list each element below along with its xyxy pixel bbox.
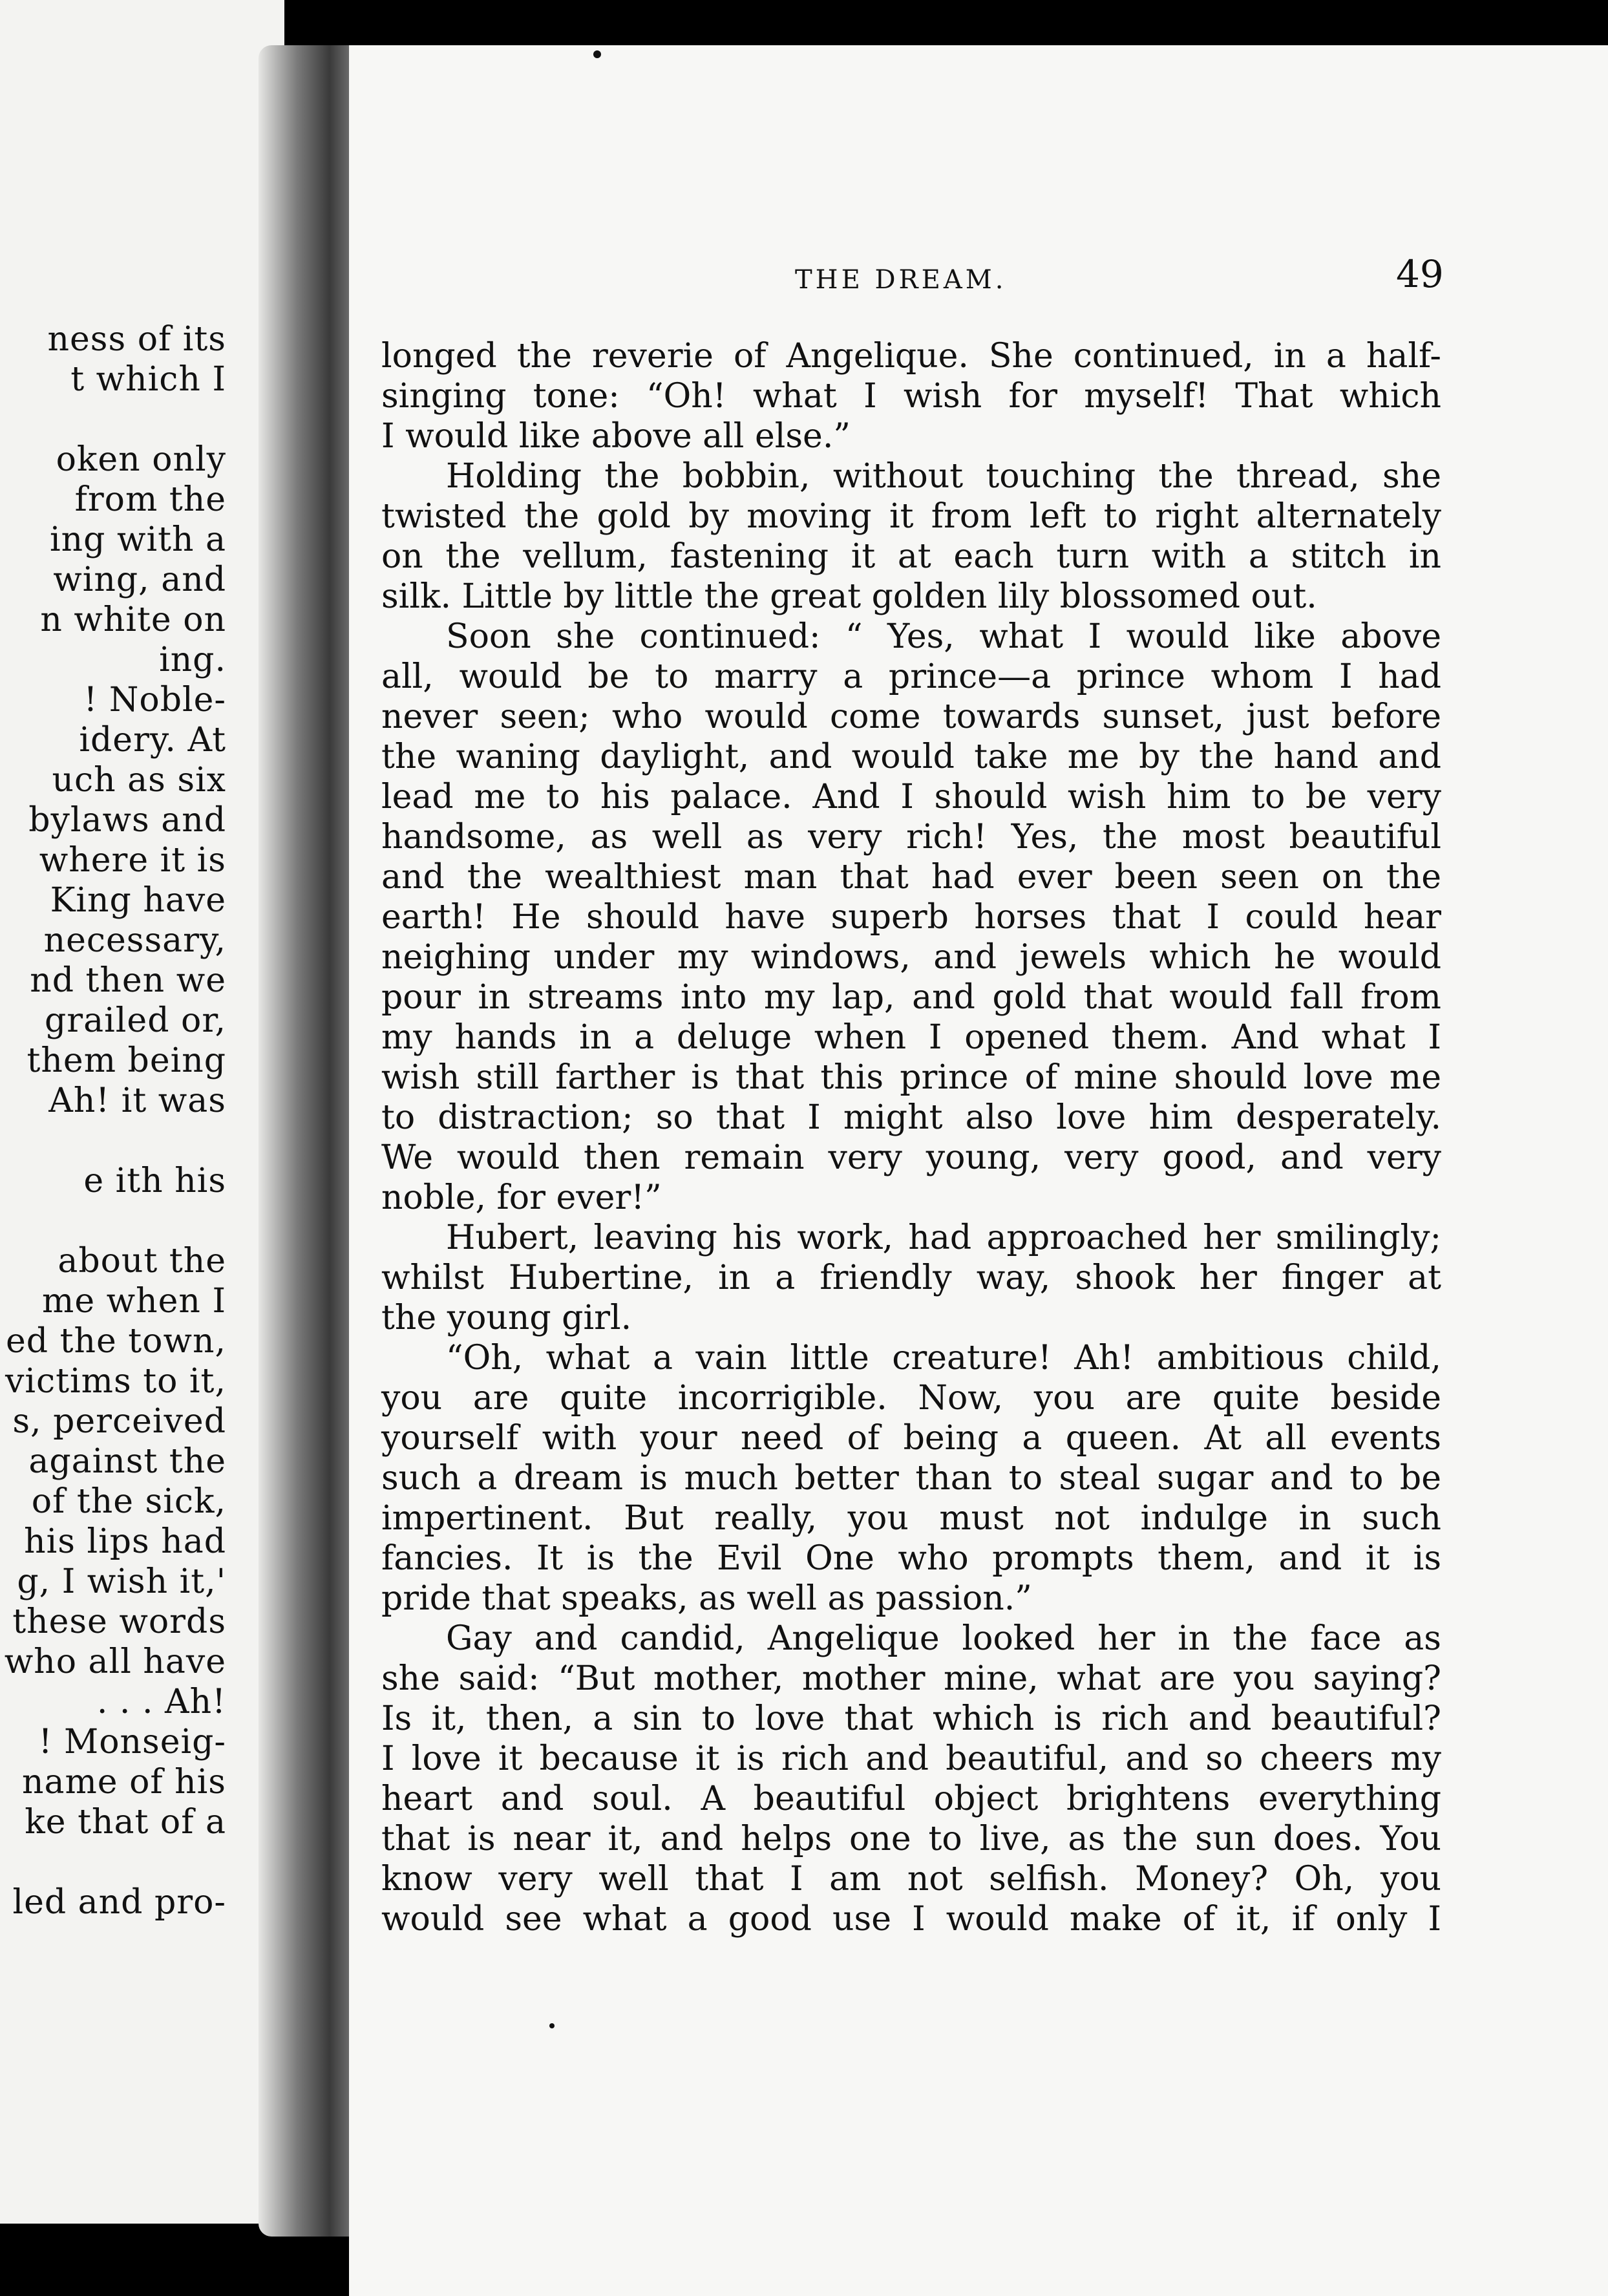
left-page-line: nd then we bbox=[30, 961, 226, 1000]
text-line: Hubert, leaving his work, had approached her smilingly; bbox=[446, 1218, 1441, 1257]
left-page bbox=[0, 0, 284, 2224]
left-page-line: ed the town, bbox=[5, 1322, 226, 1361]
text-line: noble, for ever!” bbox=[381, 1178, 662, 1217]
text-line: Is it, then, a sin to love that which is rich and beautiful? bbox=[381, 1699, 1441, 1738]
text-line: I would like above all else.” bbox=[381, 417, 851, 456]
left-page-line: ing. bbox=[159, 641, 226, 679]
text-line: my hands in a deluge when I opened them. And what I bbox=[381, 1018, 1441, 1057]
left-page-line: wing, and bbox=[53, 560, 226, 599]
left-page-line: King have bbox=[50, 881, 226, 920]
left-page-line: oken only bbox=[56, 440, 226, 479]
left-page-line: about the bbox=[58, 1242, 226, 1281]
running-head: THE DREAM. bbox=[795, 265, 1007, 295]
left-page-line: bylaws and bbox=[28, 801, 226, 840]
text-line: whilst Hubertine, in a friendly way, shook her finger at bbox=[381, 1259, 1441, 1297]
text-line: longed the reverie of Angelique. She continued, in a half- bbox=[381, 337, 1441, 376]
left-page-line: g, I wish it,' bbox=[17, 1562, 226, 1601]
left-page-line: of the sick, bbox=[31, 1482, 226, 1521]
text-line: handsome, as well as very rich! Yes, the most beautiful bbox=[381, 818, 1441, 856]
left-page-line: idery. At bbox=[79, 721, 226, 760]
text-line: she said: “But mother, mother mine, what are you saying? bbox=[381, 1659, 1441, 1698]
text-line: heart and soul. A beautiful object brightens everything bbox=[381, 1780, 1441, 1818]
text-line: the waning daylight, and would take me by the hand and bbox=[381, 738, 1441, 776]
left-page-line: ! Monseig- bbox=[38, 1723, 226, 1761]
text-line: such a dream is much better than to steal sugar and to be bbox=[381, 1459, 1441, 1498]
text-line: you are quite incorrigible. Now, you are quite beside bbox=[381, 1379, 1441, 1418]
text-line: on the vellum, fastening it at each turn with a stitch in bbox=[381, 537, 1441, 576]
text-line: I love it because it is rich and beautiful, and so cheers my bbox=[381, 1739, 1441, 1778]
text-line: never seen; who would come towards sunset, just before bbox=[381, 697, 1441, 736]
left-page-line: ing with a bbox=[50, 520, 226, 559]
left-page-line: these words bbox=[12, 1602, 226, 1641]
left-page-line: me when I bbox=[42, 1282, 226, 1321]
text-line: pride that speaks, as well as passion.” bbox=[381, 1579, 1032, 1618]
left-page-line: name of his bbox=[22, 1763, 226, 1802]
text-line: and the wealthiest man that had ever been seen on the bbox=[381, 858, 1441, 897]
text-line: impertinent. But really, you must not indulge in such bbox=[381, 1499, 1441, 1538]
text-line: pour in streams into my lap, and gold that would fall from bbox=[381, 978, 1441, 1017]
left-page-line: his lips had bbox=[24, 1522, 226, 1561]
left-page-line: e ith his bbox=[83, 1162, 226, 1200]
left-page-line: . . . Ah! bbox=[96, 1683, 226, 1721]
text-line: silk. Little by little the great golden lily blossomed out. bbox=[381, 577, 1317, 616]
left-page-line: ! Noble- bbox=[83, 681, 226, 719]
text-line: wish still farther is that this prince of mine should love me bbox=[381, 1058, 1441, 1097]
text-line: Holding the bobbin, without touching the thread, she bbox=[446, 457, 1441, 496]
left-page-line: them being bbox=[26, 1041, 226, 1080]
left-page-line: ke that of a bbox=[25, 1803, 226, 1842]
text-line: the young girl. bbox=[381, 1299, 632, 1337]
text-line: Gay and candid, Angelique looked her in the face as bbox=[446, 1619, 1441, 1658]
text-line: fancies. It is the Evil One who prompts them, and it is bbox=[381, 1539, 1441, 1578]
speck-mark bbox=[593, 50, 601, 58]
speck-mark bbox=[549, 2023, 555, 2028]
left-page-line: where it is bbox=[39, 841, 226, 880]
page-number: 49 bbox=[1396, 252, 1444, 296]
text-line: know very well that I am not selfish. Money? Oh, you bbox=[381, 1860, 1441, 1898]
left-page-line: ness of its bbox=[47, 320, 226, 359]
left-page-line: s, perceived bbox=[12, 1402, 226, 1441]
text-line: Soon she continued: “ Yes, what I would like above bbox=[446, 617, 1441, 656]
text-line: twisted the gold by moving it from left to right alternately bbox=[381, 497, 1441, 536]
text-line: lead me to his palace. And I should wish him to be very bbox=[381, 778, 1441, 816]
right-page bbox=[349, 45, 1608, 2296]
left-page-line: grailed or, bbox=[45, 1001, 226, 1040]
text-line: all, would be to marry a prince—a prince whom I had bbox=[381, 657, 1441, 696]
left-page-line: victims to it, bbox=[5, 1362, 226, 1401]
text-line: would see what a good use I would make of it, if only I bbox=[381, 1900, 1441, 1939]
text-line: to distraction; so that I might also love him desperately. bbox=[381, 1098, 1441, 1137]
left-page-line: uch as six bbox=[52, 761, 226, 800]
text-line: neighing under my windows, and jewels which he would bbox=[381, 938, 1441, 977]
left-page-line: necessary, bbox=[43, 921, 226, 960]
left-page-line: from the bbox=[74, 480, 226, 519]
left-page-line: n white on bbox=[40, 601, 226, 639]
left-page-line: t which I bbox=[70, 360, 226, 399]
text-line: earth! He should have superb horses that I could hear bbox=[381, 898, 1441, 937]
text-line: yourself with your need of being a queen. At all events bbox=[381, 1419, 1441, 1458]
text-line: We would then remain very young, very good, and very bbox=[381, 1138, 1441, 1177]
left-page-line: against the bbox=[28, 1442, 226, 1481]
left-page-line: led and pro- bbox=[12, 1883, 226, 1922]
left-page-line: Ah! it was bbox=[48, 1081, 226, 1120]
text-line: singing tone: “Oh! what I wish for myself! That which bbox=[381, 377, 1441, 416]
text-line: “Oh, what a vain little creature! Ah! ambitious child, bbox=[446, 1339, 1441, 1377]
left-page-line: who all have bbox=[4, 1642, 226, 1681]
text-line: that is near it, and helps one to live, as the sun does. You bbox=[381, 1820, 1441, 1858]
